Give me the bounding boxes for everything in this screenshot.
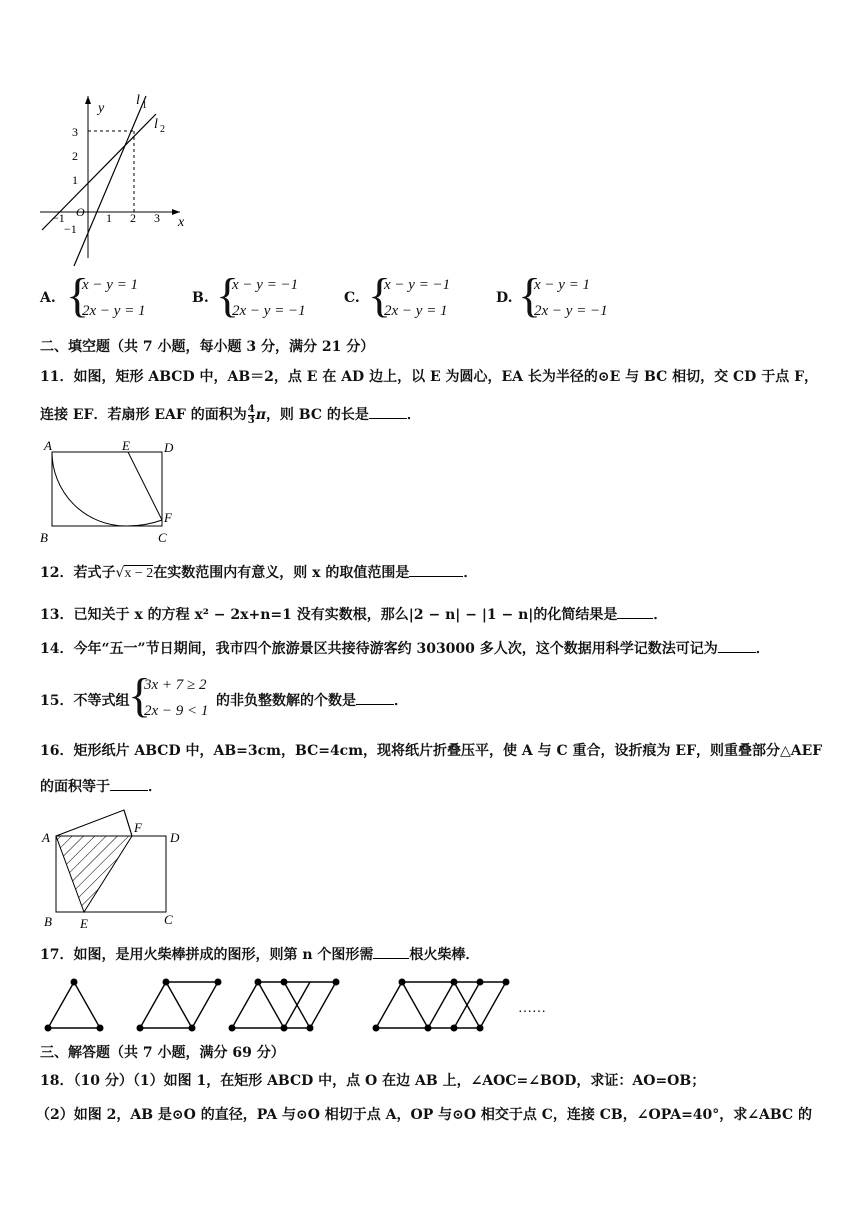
option-d-eq2: 2x − y = −1 <box>534 303 608 319</box>
q11-frac-num: 4 <box>247 403 255 415</box>
q16-figure <box>36 804 186 932</box>
q16-line1: 16．矩形纸片 ABCD 中，AB=3cm，BC=4cm，现将纸片折叠压平，使 A 与 C 重合，设折痕为 EF，则重叠部分△AEF <box>40 743 823 759</box>
l1-sub: 1 <box>142 100 147 111</box>
q11-line2: 连接 EF．若扇形 EAF 的面积为 $\frac{4}{3}$ π，则 BC 的长是 ． <box>40 403 421 426</box>
option-b-label: B. <box>192 290 209 306</box>
q11-frac-den: 3 <box>247 414 255 426</box>
option-a-eq2: 2x − y = 1 <box>82 303 146 319</box>
origin-label: O <box>76 205 85 219</box>
y-axis-label: y <box>98 101 105 116</box>
lines-graph <box>30 88 185 263</box>
option-d-eq1: x − y = 1 <box>534 277 591 293</box>
q11-line1: 11．如图，矩形 ABCD 中，AB＝2，点 E 在 AD 边上，以 E 为圆心，EA 长为半径的⊙E 与 BC 相切，交 CD 于点 F， <box>40 369 819 385</box>
section-3-heading: 三、解答题（共 7 小题，满分 69 分） <box>40 1045 285 1061</box>
section-2-heading: 二、填空题（共 7 小题，每小题 3 分，满分 21 分） <box>40 339 375 355</box>
q11-line2-a: 连接 EF．若扇形 EAF 的面积为 <box>40 407 247 423</box>
q17-a: 17．如图，是用火柴棒拼成的图形，则第 n 个图形需 <box>40 947 374 963</box>
q14: 14．今年“五一”节日期间，我市四个旅游景区共接待游客约 303000 多人次，这个数据用科学记数法可记为 ． <box>40 641 770 657</box>
l1-label: l <box>136 93 140 108</box>
tick-x-neg1: −1 <box>52 211 65 225</box>
option-b-eq1: x − y = −1 <box>232 277 299 293</box>
l2-label: l <box>154 117 158 132</box>
option-d-label: D. <box>496 290 513 306</box>
q16-label-b: B <box>44 914 52 929</box>
q18-line2: （2）如图 2，AB 是⊙O 的直径，PA 与⊙O 相切于点 A，OP 与⊙O 相交于点 C，连接 CB，∠OPA=40°，求∠ABC 的 <box>36 1107 812 1123</box>
x-axis-label: x <box>178 215 185 230</box>
option-c-eq1: x − y = −1 <box>384 277 451 293</box>
q14-text: 14．今年“五一”节日期间，我市四个旅游景区共接待游客约 303000 多人次，这个数据用科学记数法可记为 <box>40 641 718 657</box>
q11-label-f: F <box>164 510 172 525</box>
q15-b-line: 的非负整数解的个数是 ． <box>216 693 408 709</box>
q15-a: 15．不等式组 <box>40 693 130 709</box>
tick-y-1: 1 <box>72 173 78 187</box>
tick-y-2: 2 <box>72 149 78 163</box>
tick-y-neg1: −1 <box>64 222 77 236</box>
q12-b: 在实数范围内有意义，则 x 的取值范围是 <box>153 565 410 581</box>
q16-label-c: C <box>164 912 173 927</box>
q15-eq1: 3x + 7 ≥ 2 <box>144 677 207 693</box>
option-c-label: C. <box>344 290 360 306</box>
q16-label-e: E <box>80 916 88 931</box>
option-b-eq2: 2x − y = −1 <box>232 303 306 319</box>
q16-label-f: F <box>134 820 142 835</box>
q18-line1: 18．（10 分）（1）如图 1，在矩形 ABCD 中，点 O 在边 AB 上，∠AOC=∠BOD，求证：AO=OB； <box>40 1073 706 1089</box>
q16-line2-text: 的面积等于 <box>40 779 110 795</box>
tick-x-2: 2 <box>130 211 136 225</box>
tick-x-1: 1 <box>106 211 112 225</box>
q15-eq2: 2x − 9 < 1 <box>144 703 209 719</box>
q17-dots: …… <box>518 1001 546 1016</box>
q16-label-a: A <box>42 830 50 845</box>
q12: 12．若式子√x − 2在实数范围内有意义，则 x 的取值范围是 ． <box>40 565 478 581</box>
q11-label-d: D <box>164 440 174 455</box>
option-c-eq2: 2x − y = 1 <box>384 303 448 319</box>
q13-text: 13．已知关于 x 的方程 x² − 2x+n=1 没有实数根，那么|2 − n| − |1 − n|的化简结果是 <box>40 607 618 623</box>
q17-matchstick-figures <box>40 972 560 1038</box>
q12-radicand: x − 2 <box>124 566 154 581</box>
q11-label-e: E <box>122 438 130 453</box>
q16-line2: 的面积等于 ． <box>40 779 162 795</box>
q11-label-b: B <box>40 530 48 545</box>
q12-a: 12．若式子 <box>40 565 116 581</box>
q11-label-a: A <box>44 438 52 453</box>
tick-x-3: 3 <box>154 211 160 225</box>
q11-label-c: C <box>158 530 167 545</box>
l2-sub: 2 <box>160 124 165 135</box>
q13: 13．已知关于 x 的方程 x² − 2x+n=1 没有实数根，那么|2 − n| − |1 − n|的化简结果是 ． <box>40 607 668 623</box>
q17-b: 根火柴棒． <box>409 947 480 963</box>
tick-y-3: 3 <box>72 125 78 139</box>
q11-figure <box>36 438 186 548</box>
q15-b: 的非负整数解的个数是 <box>216 693 356 709</box>
q11-line2-b: ，则 BC 的长是 <box>265 407 369 423</box>
q17 <box>40 944 479 964</box>
option-a-label: A. <box>40 290 56 306</box>
option-a-eq1: x − y = 1 <box>82 277 139 293</box>
q16-label-d: D <box>170 830 180 845</box>
q11-pi: π <box>255 407 266 423</box>
